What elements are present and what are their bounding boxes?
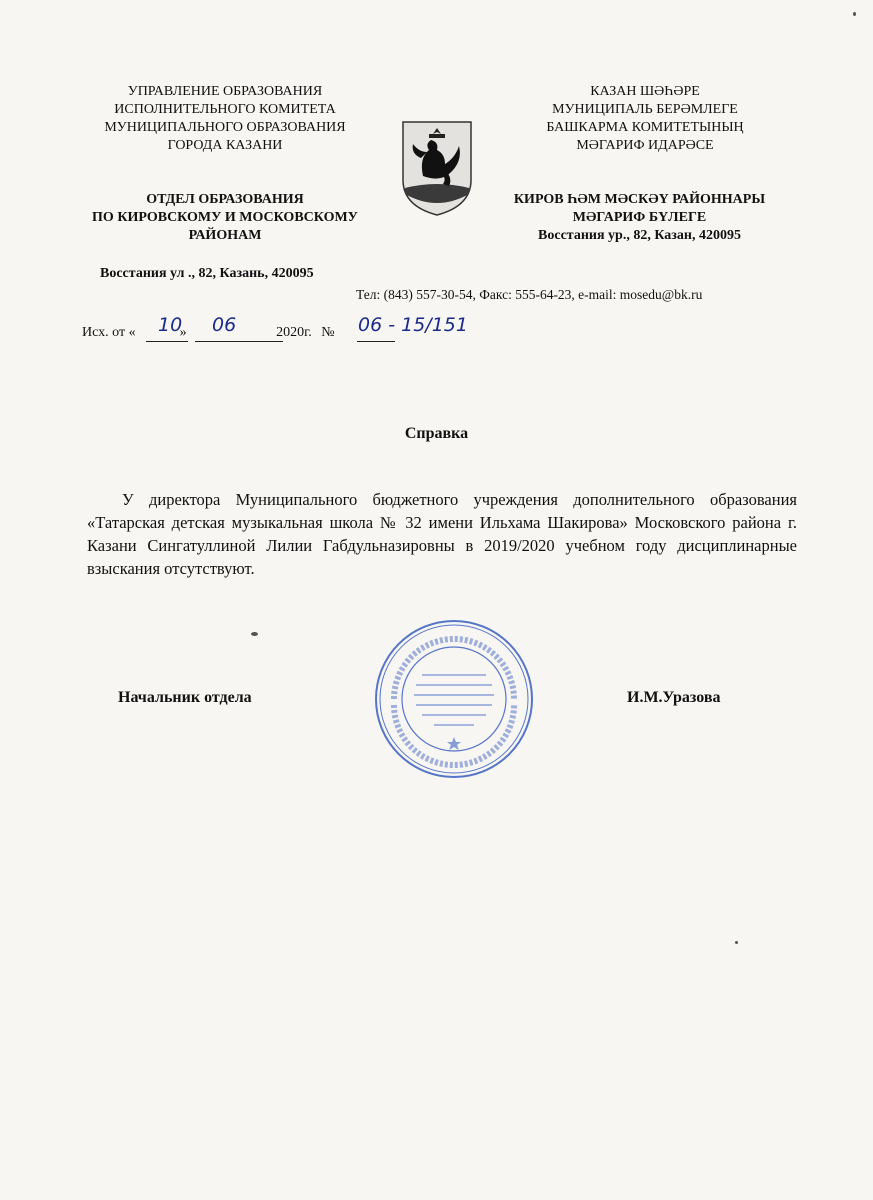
kazan-coat-of-arms-icon [399, 118, 475, 218]
number-underline [357, 341, 395, 342]
scan-speck [251, 632, 258, 636]
header-left-department [60, 191, 390, 245]
header-left-dept1: ОТДЕЛ ОБРАЗОВАНИЯ [146, 192, 304, 207]
outgoing-reference [82, 325, 335, 341]
month-underline [195, 341, 283, 342]
header-right-line1: КАЗАН ШӘҺӘРЕ [590, 84, 700, 99]
reference-year: 2020г. [276, 325, 312, 340]
header-left-dept2: ПО КИРОВСКОМУ И МОСКОВСКОМУ [92, 210, 358, 225]
official-seal-icon [372, 617, 536, 781]
header-left-line4: ГОРОДА КАЗАНИ [167, 138, 283, 153]
header-right-dept3: Восстания ур., 82, Казан, 420095 [538, 228, 741, 243]
header-right-dept2: МӘГАРИФ БҮЛЕГЕ [572, 210, 707, 225]
scan-speck [853, 12, 856, 16]
handwritten-month: 06 [212, 314, 237, 336]
header-left-line3: МУНИЦИПАЛЬНОГО ОБРАЗОВАНИЯ [104, 120, 346, 135]
reference-prefix: Исх. от « [82, 325, 136, 340]
reference-number-label: № [321, 325, 335, 340]
signature-position: Начальник отдела [118, 689, 252, 706]
document-title: Справка [404, 425, 469, 442]
signature-name: И.М.Уразова [627, 689, 721, 706]
header-left [60, 83, 390, 155]
scan-speck [735, 941, 738, 944]
document-body: У директора Муниципального бюджетного учреждения дополнительного образования «Татарская детская музыкальная школа № 32 имени Ильхама Шакирова» Московского района г. Казани Сингатуллиной Лилии Габдульназировны в 2019/2020 учебном году дисциплинарные взыскания отсутствуют. [87, 490, 797, 578]
header-right-line2: МУНИЦИПАЛЬ БЕРӘМЛЕГЕ [552, 102, 738, 117]
header-right [495, 83, 795, 155]
header-right-dept1: КИРОВ ҺӘМ МӘСКӘҮ РАЙОННАРЫ [513, 192, 766, 207]
day-underline [146, 341, 188, 342]
contacts-line: Тел: (843) 557-30-54, Факс: 555-64-23, e-mail: mosedu@bk.ru [356, 287, 703, 302]
handwritten-day: 10 [158, 314, 183, 336]
reference-mid: » [179, 325, 187, 340]
header-left-address: Восстания ул ., 82, Казань, 420095 [100, 266, 314, 281]
header-right-line3: БАШКАРМА КОМИТЕТЫНЫҢ [546, 120, 744, 135]
header-left-line1: УПРАВЛЕНИЕ ОБРАЗОВАНИЯ [127, 84, 323, 99]
header-left-line2: ИСПОЛНИТЕЛЬНОГО КОМИТЕТА [114, 102, 336, 117]
header-right-department [487, 191, 792, 245]
header-right-line4: МӘГАРИФ ИДАРӘСЕ [576, 138, 714, 153]
header-left-dept3: РАЙОНАМ [188, 228, 262, 243]
handwritten-number: 06 - 15/151 [358, 314, 468, 336]
